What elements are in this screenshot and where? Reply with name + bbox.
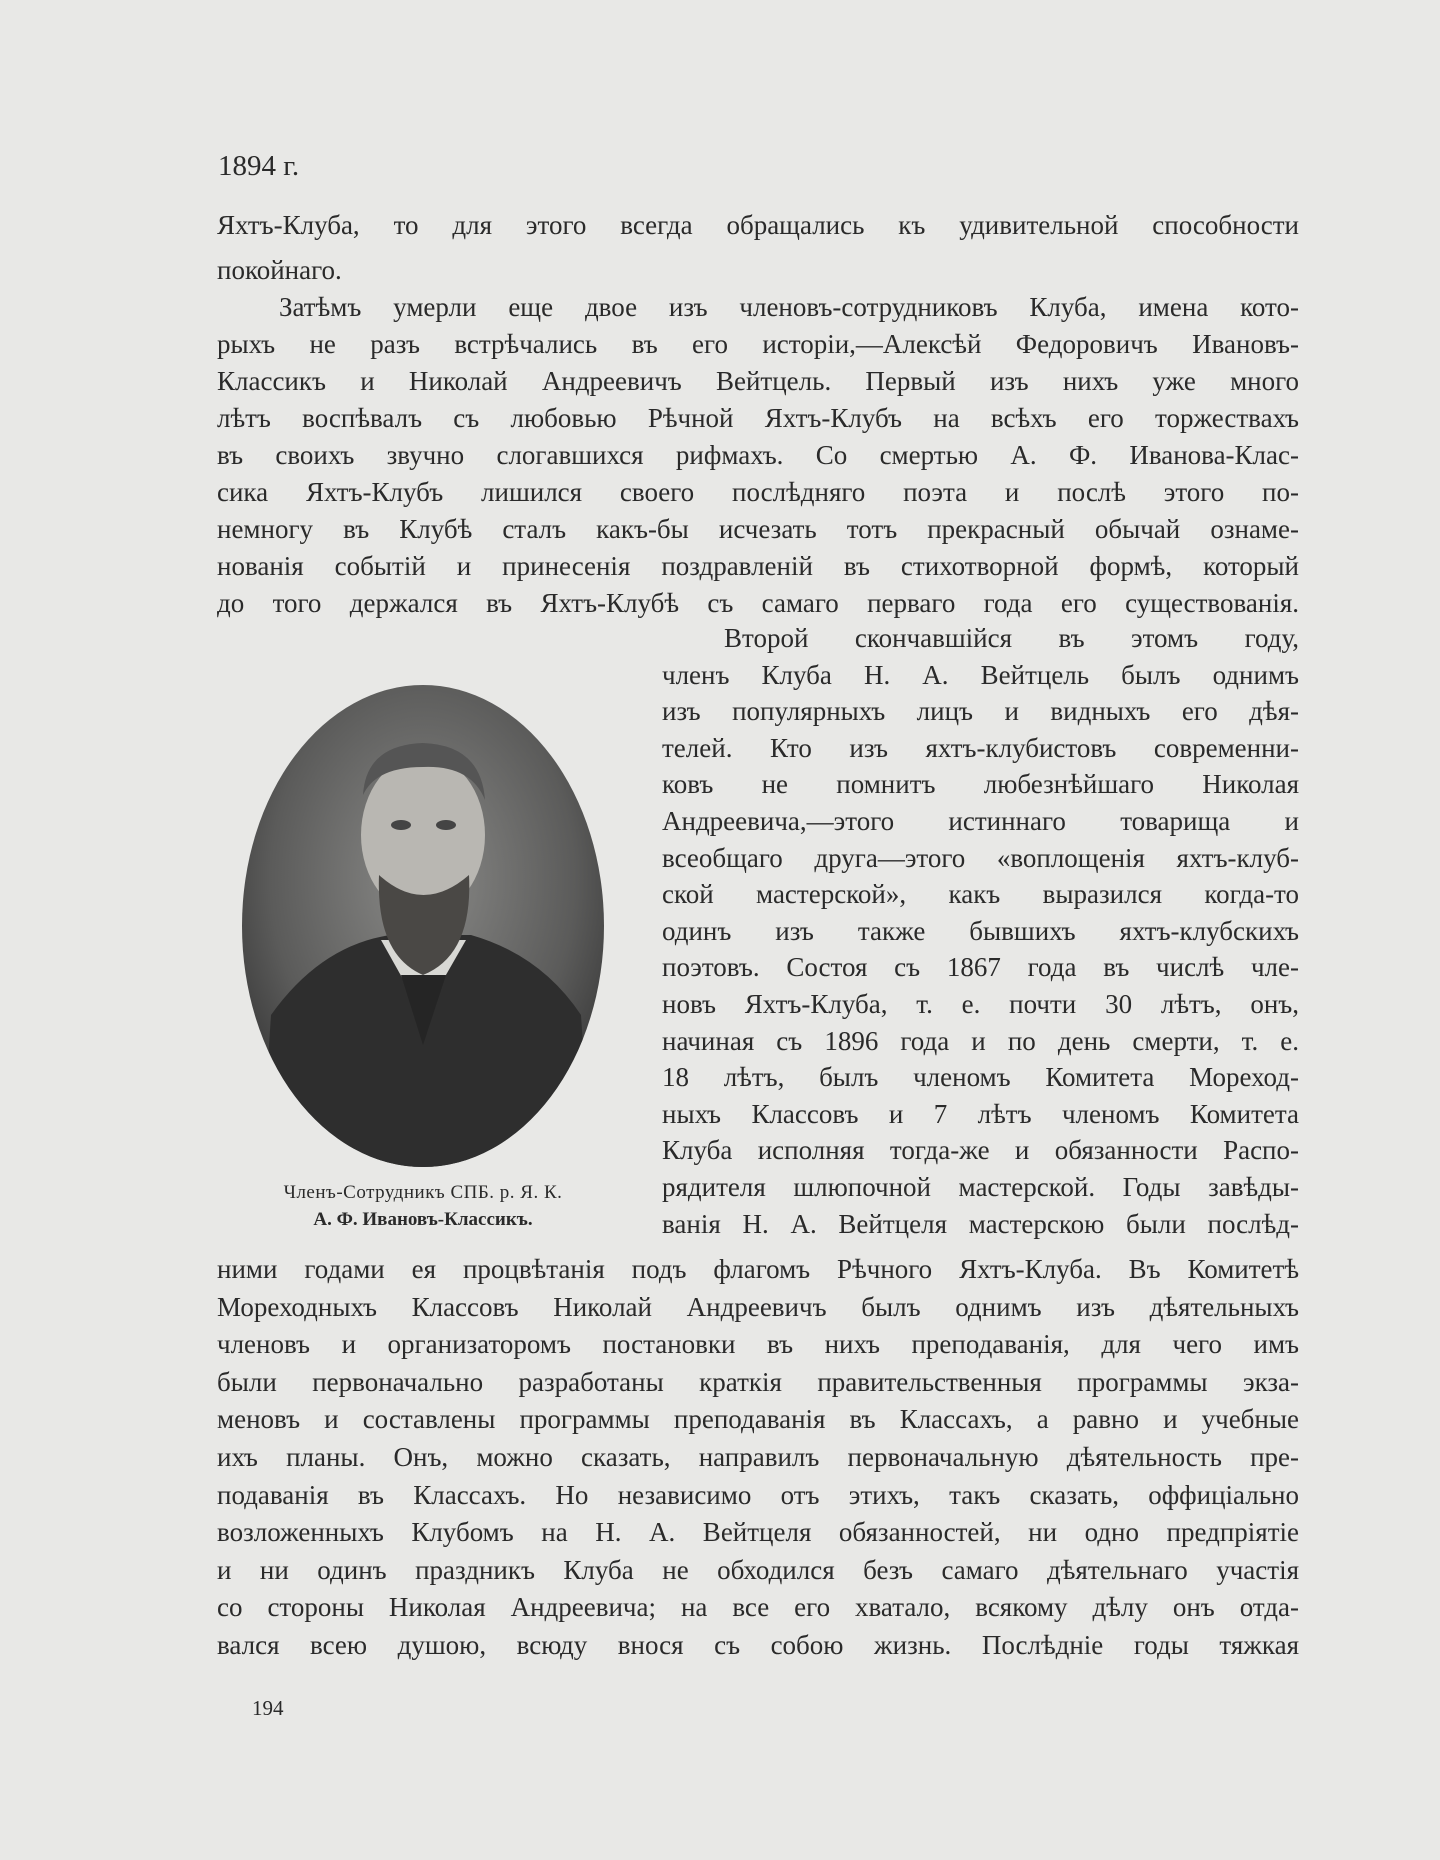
text-line: подаванія въ Классахъ. Но независимо отъ этихъ, такъ сказать, оффиціально [217,1479,1299,1510]
text-line: меновъ и составлены программы преподаванія въ Классахъ, а равно и учебные [217,1404,1299,1435]
portrait-caption-title: Членъ-Сотрудникъ СПБ. р. Я. К. [283,1182,563,1203]
text-line-wrap [662,840,1299,877]
text-line-wrap [662,986,1299,1023]
text-line: въ своихъ звучно слогавшихся рифмахъ. Со смертью А. Ф. Иванова-Клас- [217,440,1299,470]
text-line: нованія событій и принесенія поздравленій въ стихотворной формѣ, который [217,551,1299,581]
text-line-wrap [662,1169,1299,1206]
portrait-photo [241,685,605,1168]
text-line: поэтовъ. Состоя съ 1867 года въ числѣ чле- [662,952,1299,983]
text-line: Клуба исполняя тогда-же и обязанности Распо- [662,1135,1299,1166]
text-line: ихъ планы. Онъ, можно сказать, направилъ первоначальную дѣятельность пре- [217,1441,1299,1472]
text-line-wrap [217,1514,1299,1552]
text-line: телей. Кто изъ яхтъ-клубистовъ современни- [662,732,1299,763]
text-line-wrap [662,766,1299,803]
text-line: рядителя шлюпочной мастерской. Годы завѣды- [662,1171,1299,1202]
text-line-wrap [662,1206,1299,1243]
text-line-wrap [217,1401,1299,1439]
text-line-wrap [217,1364,1299,1402]
text-line: Мореходныхъ Классовъ Николай Андреевичъ былъ однимъ изъ дѣятельныхъ [217,1291,1299,1322]
text-line: начиная съ 1896 года и по день смерти, т. е. [662,1025,1299,1056]
text-line-wrap [217,437,1299,474]
text-line-wrap [217,207,1299,252]
text-line-wrap [217,1326,1299,1364]
text-line: Затѣмъ умерли еще двое изъ членовъ-сотрудниковъ Клуба, имена кото- [279,292,1299,322]
text-line-wrap [217,474,1299,511]
text-line-wrap [217,511,1299,548]
text-line: Андреевича,—этого истиннаго товарища и [662,805,1299,836]
text-line: и ни одинъ праздникъ Клуба не обходился безъ самаго дѣятельнаго участія [217,1554,1299,1585]
text-line: до того держался въ Яхтъ-Клубѣ съ самаго перваго года его существованія. [217,588,1299,618]
text-line: новъ Яхтъ-Клуба, т. е. почти 30 лѣтъ, онъ, [662,988,1299,1019]
text-line-wrap [217,289,1299,326]
paragraph-continuation [217,207,1299,297]
text-line: членовъ и организаторомъ постановки въ нихъ преподаванія, для чего имъ [217,1329,1299,1360]
paragraph-veitzel-continued [217,1251,1299,1665]
text-line-wrap [217,1289,1299,1327]
text-line: немногу въ Клубѣ сталъ какъ-бы исчезать тотъ прекрасный обычай ознаме- [217,514,1299,544]
text-line: Яхтъ-Клуба, то для этого всегда обращались къ удивительной способности [217,210,1299,240]
text-line-wrap [217,1552,1299,1590]
portrait-caption-name: А. Ф. Ивановъ-Классикъ. [313,1209,533,1230]
paragraph-veitzel [662,620,1299,1242]
text-line-wrap [662,1023,1299,1060]
text-line-wrap [217,400,1299,437]
text-line: ковъ не помнитъ любезнѣйшаго Николая [662,769,1299,800]
text-line-wrap [217,1439,1299,1477]
text-line-wrap [662,730,1299,767]
text-line: ними годами ея процвѣтанія подъ флагомъ Рѣчного Яхтъ-Клуба. Въ Комитетѣ [217,1254,1299,1284]
text-line-wrap [662,949,1299,986]
text-line-wrap [217,363,1299,400]
text-line: одинъ изъ также бывшихъ яхтъ-клубскихъ [662,915,1299,946]
text-line-wrap [217,1627,1299,1665]
text-line: изъ популярныхъ лицъ и видныхъ его дѣя- [662,696,1299,727]
text-line-wrap [662,803,1299,840]
text-line: ванія Н. А. Вейтцеля мастерскою были послѣд- [662,1208,1299,1239]
text-line: 18 лѣтъ, былъ членомъ Комитета Мореход- [662,1062,1299,1093]
text-line: ныхъ Классовъ и 7 лѣтъ членомъ Комитета [662,1098,1299,1129]
text-line-wrap [662,657,1299,694]
paragraph-deaths [217,289,1299,622]
text-line-wrap [662,693,1299,730]
text-line: членъ Клуба Н. А. Вейтцель былъ однимъ [662,659,1299,690]
text-line: были первоначально разработаны краткія правительственныя программы экза- [217,1366,1299,1397]
text-line-wrap [662,1096,1299,1133]
text-line: рыхъ не разъ встрѣчались въ его исторіи,—Алексѣй Федоровичъ Ивановъ- [217,329,1299,359]
text-line: вался всею душою, всюду внося съ собою жизнь. Послѣдніе годы тяжкая [217,1629,1299,1660]
running-head: 1894 г. [218,150,300,182]
text-line: лѣтъ воспѣвалъ съ любовью Рѣчной Яхтъ-Клубъ на всѣхъ его торжествахъ [217,403,1299,433]
text-line-wrap [217,326,1299,363]
text-line: всеобщаго друга—этого «воплощенія яхтъ-клуб- [662,842,1299,873]
text-line-wrap [662,1132,1299,1169]
text-line-wrap [217,1589,1299,1627]
page-number: 194 [252,1696,284,1720]
text-line-wrap [217,585,1299,622]
text-line-wrap [217,1477,1299,1515]
text-line: ской мастерской», какъ выразился когда-то [662,879,1299,910]
text-line: Второй скончавшійся въ этомъ году, [724,623,1299,653]
text-line-wrap [662,620,1299,657]
text-line: Классикъ и Николай Андреевичъ Вейтцель. Первый изъ нихъ уже много [217,366,1299,396]
text-line-wrap [662,913,1299,950]
text-line: со стороны Николая Андреевича; на все его хватало, всякому дѣлу онъ отда- [217,1592,1299,1623]
text-line: сика Яхтъ-Клубъ лишился своего послѣдняго поэта и послѣ этого по- [217,477,1299,507]
text-line-wrap [217,1251,1299,1289]
text-line-wrap [662,876,1299,913]
text-line: покойнаго. [217,255,342,285]
text-line-wrap [662,1059,1299,1096]
text-line-wrap [217,548,1299,585]
text-line: возложенныхъ Клубомъ на Н. А. Вейтцеля обязанностей, ни одно предпріятіе [217,1517,1299,1548]
